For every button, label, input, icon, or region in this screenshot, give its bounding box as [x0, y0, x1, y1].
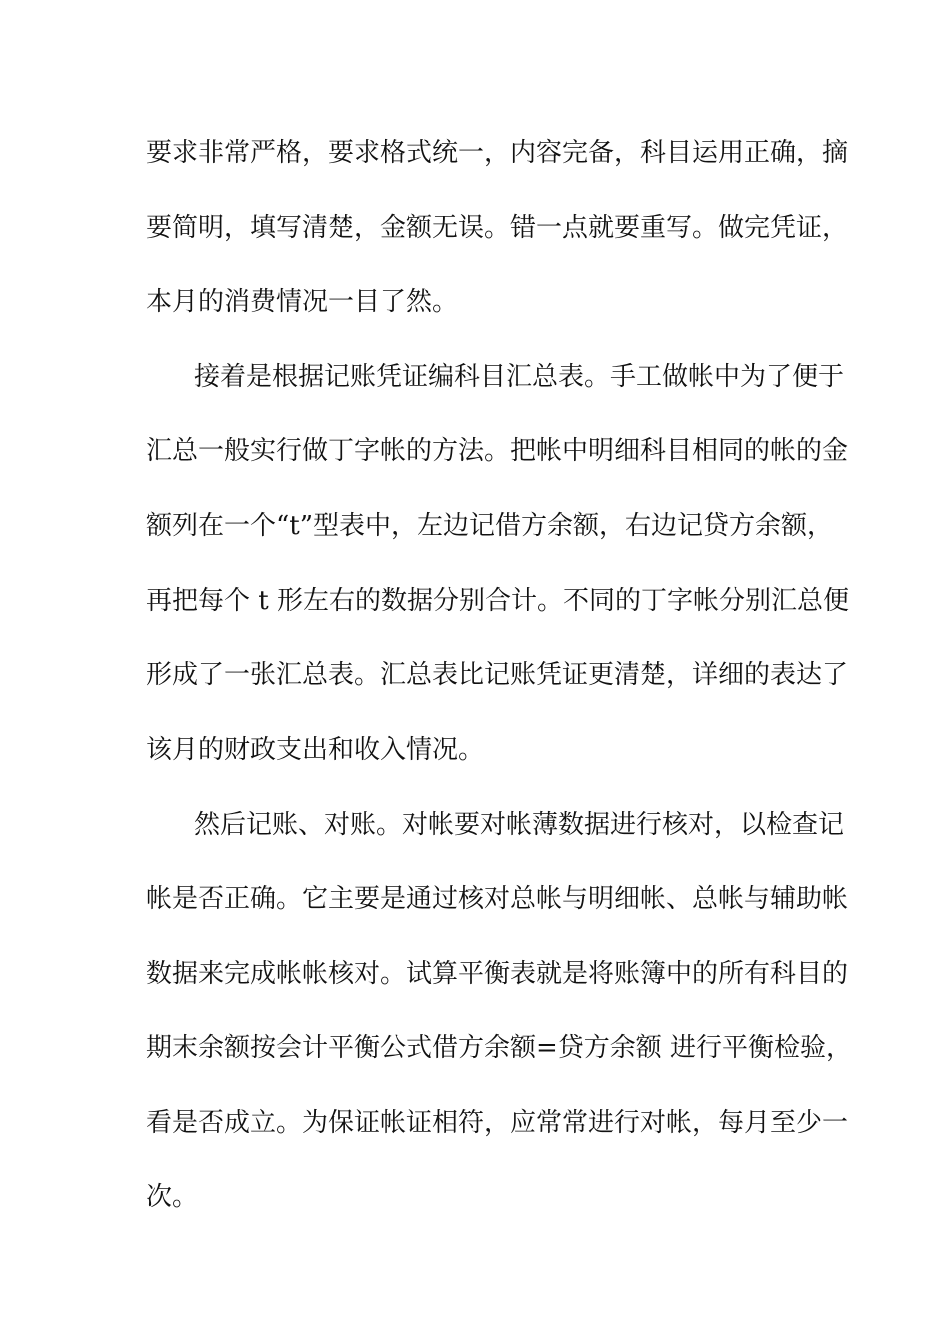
paragraph-2-line-1: 接着是根据记账凭证编科目汇总表。手工做帐中为了便于	[194, 362, 845, 392]
paragraph-3-line-4: 期末余额按会计平衡公式借方余额=贷方余额 进行平衡检验，	[146, 1033, 853, 1063]
paragraph-1-line-1: 要求非常严格，要求格式统一，内容完备，科目运用正确，摘	[146, 138, 849, 168]
paragraph-3-line-1: 然后记账、对账。对帐要对帐薄数据进行核对，以检查记	[194, 810, 845, 840]
paragraph-3-line-5: 看是否成立。为保证帐证相符，应常常进行对帐，每月至少一	[146, 1108, 849, 1138]
paragraph-3-line-2: 帐是否正确。它主要是通过核对总帐与明细帐、总帐与辅助帐	[146, 884, 849, 914]
paragraph-2-line-3: 额列在一个“t”型表中，左边记借方余额，右边记贷方余额，	[146, 511, 834, 541]
paragraph-3-line-6: 次。	[146, 1182, 199, 1212]
paragraph-2-line-6: 该月的财政支出和收入情况。	[146, 735, 485, 765]
paragraph-1-line-2: 要简明，填写清楚，金额无误。错一点就要重写。做完凭证，	[146, 213, 849, 243]
paragraph-3-line-3: 数据来完成帐帐核对。试算平衡表就是将账簿中的所有科目的	[146, 959, 849, 989]
paragraph-2-line-4: 再把每个 t 形左右的数据分别合计。不同的丁字帐分别汇总便	[146, 586, 849, 616]
paragraph-2-line-2: 汇总一般实行做丁字帐的方法。把帐中明细科目相同的帐的金	[146, 436, 849, 466]
paragraph-1-line-3: 本月的消费情况一目了然。	[146, 287, 459, 317]
paragraph-2-line-5: 形成了一张汇总表。汇总表比记账凭证更清楚，详细的表达了	[146, 660, 849, 690]
